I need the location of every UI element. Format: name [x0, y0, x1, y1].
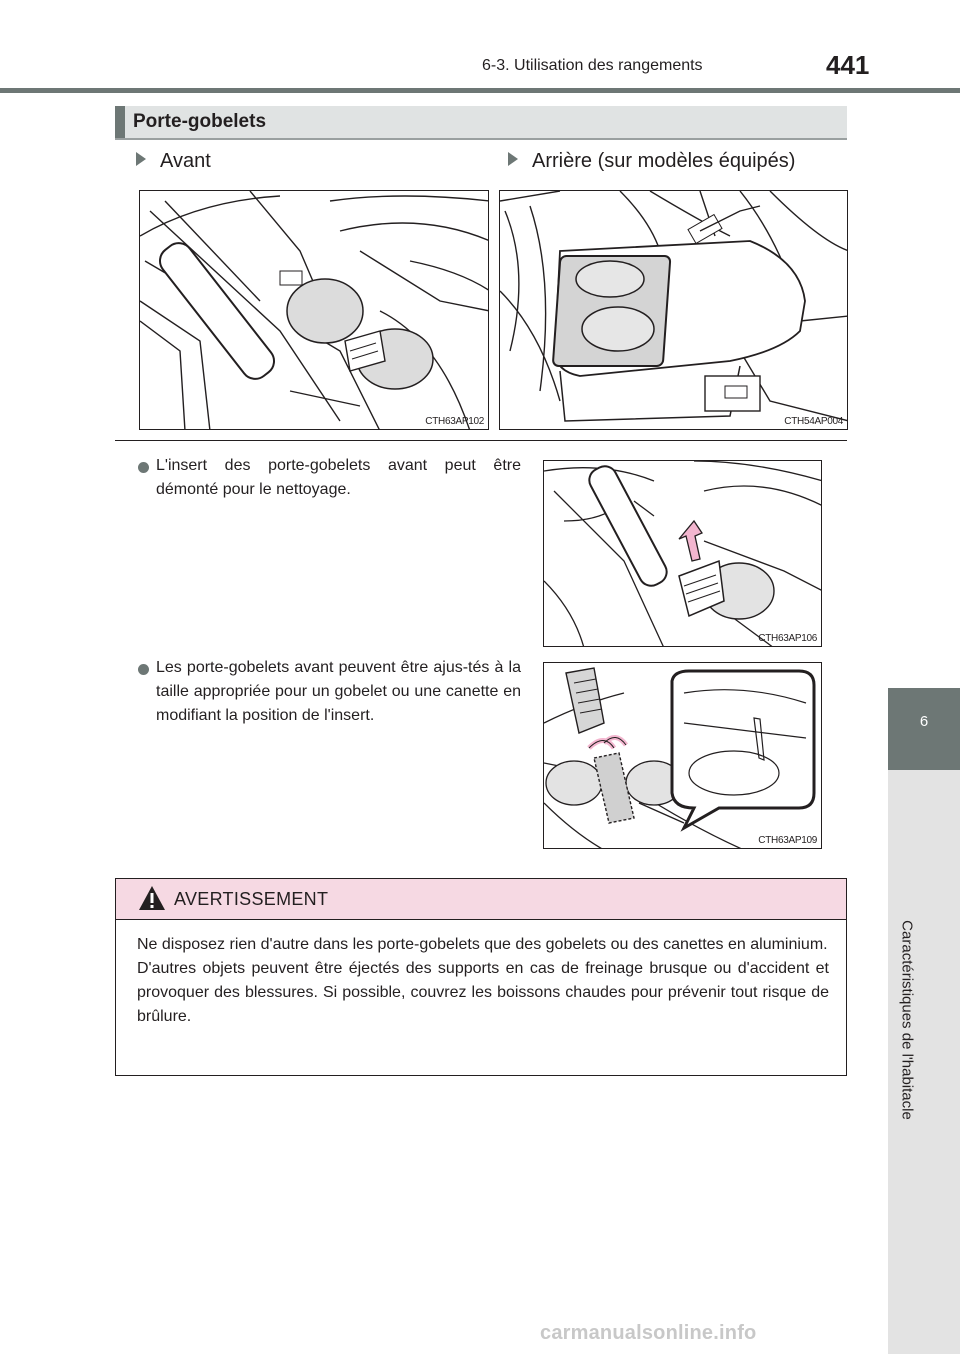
subhead-rear-label: Arrière (sur modèles équipés) [532, 150, 796, 172]
warning-triangle-icon [138, 885, 166, 911]
section-title-accent [115, 106, 125, 138]
warning-title: AVERTISSEMENT [174, 889, 329, 909]
section-divider [115, 440, 847, 441]
front-cupholders-illustration [140, 191, 489, 430]
triangle-bullet-icon [136, 152, 146, 166]
figure-code: CTH63AP109 [758, 835, 817, 846]
figure-code: CTH63AP102 [425, 416, 484, 427]
bullet-text-2: Les porte-gobelets avant peuvent être ajus-tés à la taille appropriée pour un gobelet ou une canette en modifiant la position de l'insert. [156, 659, 521, 724]
figure-insert-adjust [543, 662, 822, 849]
watermark: carmanualsonline.info [540, 1322, 757, 1344]
insert-adjust-illustration [544, 663, 822, 849]
warning-header [116, 879, 846, 920]
insert-removal-illustration [544, 461, 822, 647]
bullet-dot-icon [138, 462, 149, 473]
figure-rear-cupholders [499, 190, 848, 430]
subhead-rear [508, 150, 795, 173]
figure-insert-removal [543, 460, 822, 647]
subhead-front [136, 150, 211, 173]
chapter-tab [888, 688, 960, 770]
header-section-title: 6-3. Utilisation des rangements [482, 57, 703, 74]
warning-body [137, 933, 829, 1029]
section-title: Porte-gobelets [133, 111, 267, 132]
figure-code: CTH63AP106 [758, 633, 817, 644]
subhead-front-label: Avant [160, 150, 211, 172]
bullet-text-1: L'insert des porte-gobelets avant peut être démonté pour le nettoyage. [156, 457, 521, 498]
warning-box [115, 878, 847, 1076]
rear-cupholders-illustration [500, 191, 848, 430]
chapter-number: 6 [919, 713, 929, 730]
triangle-bullet-icon [508, 152, 518, 166]
section-title-band [115, 106, 847, 140]
warning-paragraph-1: Ne disposez rien d'autre dans les porte-gobelets que des gobelets ou des canettes en aluminium. [137, 936, 828, 953]
header-rule [0, 88, 960, 93]
chapter-title: Caractéristiques de l'habitacle [898, 920, 916, 1120]
figure-code: CTH54AP004 [784, 416, 843, 427]
figure-front-cupholders [139, 190, 489, 430]
warning-paragraph-2: D'autres objets peuvent être éjectés des supports en cas de freinage brusque ou d'accident et provoquer des blessures. Si possible, couvrez les boissons chaudes pour prévenir tout risque de brûlure. [137, 960, 829, 1025]
bullet-dot-icon [138, 664, 149, 675]
page-number: 441 [826, 50, 870, 80]
